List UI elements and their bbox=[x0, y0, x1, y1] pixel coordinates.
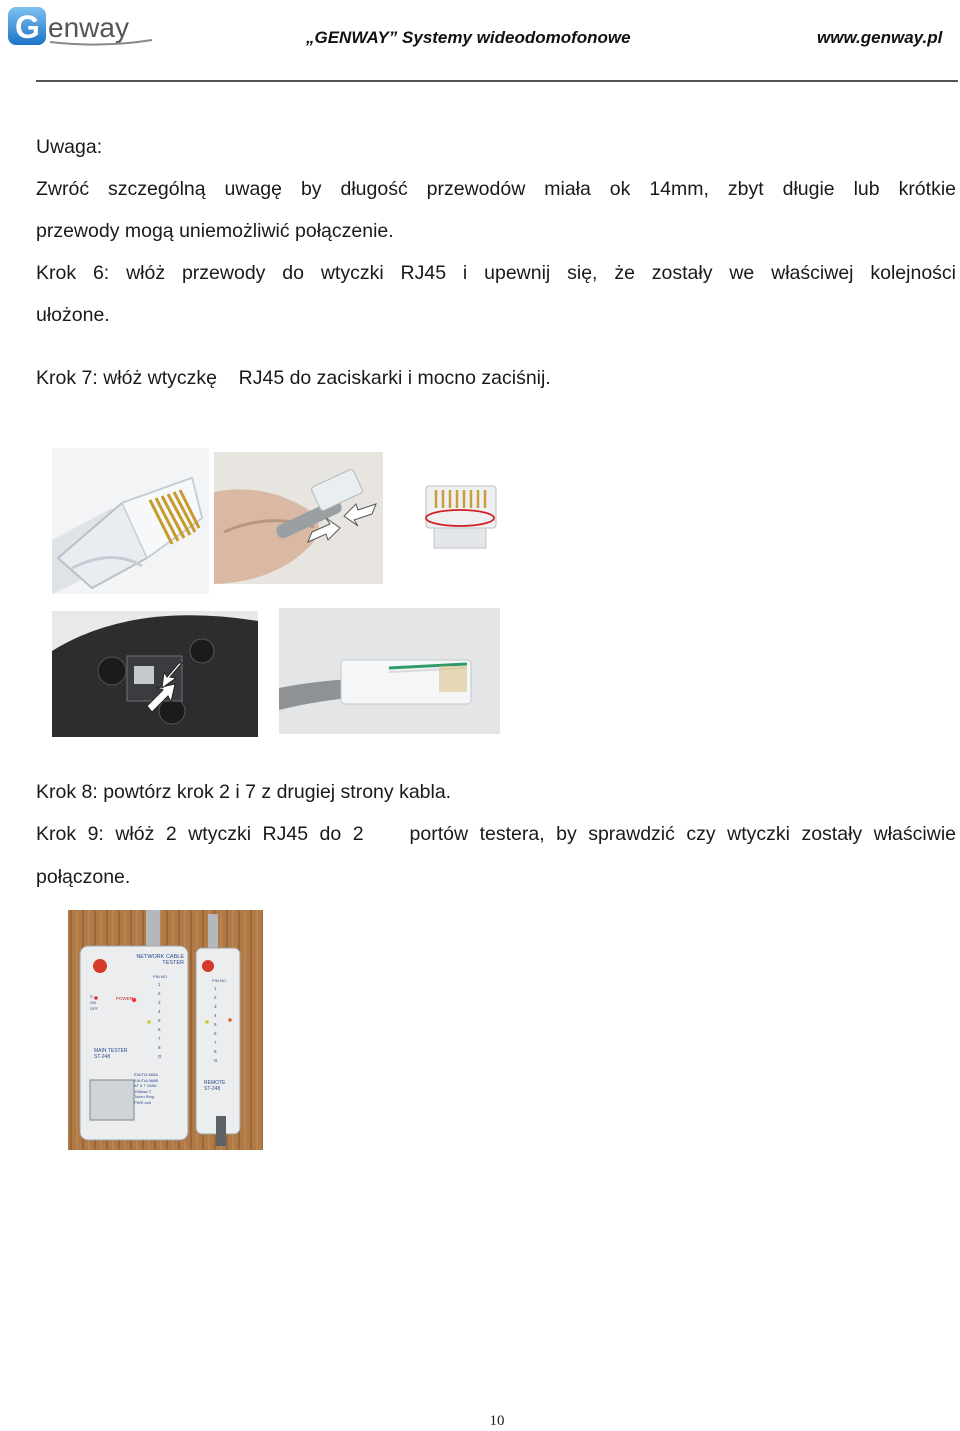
tester-power-label: POWER bbox=[116, 996, 134, 1001]
pin-label: 8 bbox=[158, 1045, 161, 1050]
crimped-cable-photo bbox=[279, 608, 500, 734]
standard-label: AT & T 258A bbox=[134, 1083, 157, 1088]
step9-line-2: połączone. bbox=[36, 866, 131, 888]
remote-pin-heading: PIN NO. bbox=[212, 978, 227, 983]
svg-text:G: G bbox=[15, 9, 40, 45]
remote-model-name: REMOTE bbox=[204, 1080, 226, 1086]
switch-label: S bbox=[90, 994, 93, 999]
pin-label: 2 bbox=[214, 995, 217, 1000]
genway-logo bbox=[6, 4, 156, 50]
step6-line-1: Krok 6: włóż przewody do wtyczki RJ45 i upewnij się, że zostały we właściwej kolejności bbox=[36, 262, 956, 284]
pin-label: 6 bbox=[158, 1027, 161, 1032]
pin-label: 5 bbox=[158, 1018, 161, 1023]
tester-model-block bbox=[94, 1048, 128, 1060]
page-number: 10 bbox=[489, 1413, 505, 1429]
tester-pin-list bbox=[158, 980, 162, 1061]
step7-text: Krok 7: włóż wtyczkę RJ45 do zaciskarki i mocno zaciśnij. bbox=[36, 367, 551, 389]
header-divider bbox=[36, 80, 958, 82]
tester-title: NETWORK CABLE TESTER bbox=[136, 954, 184, 966]
tester-model: ST-248 bbox=[94, 1054, 111, 1060]
header-title: „GENWAY” Systemy wideodomofonowe bbox=[306, 28, 631, 47]
standard-label: Token Ring bbox=[134, 1094, 155, 1099]
pin-label: 1 bbox=[158, 982, 161, 987]
step8-text: Krok 8: powtórz krok 2 i 7 z drugiej strony kabla. bbox=[36, 781, 452, 803]
rj45-plug-photo bbox=[52, 448, 209, 594]
standard-label: PWR unit bbox=[134, 1099, 151, 1105]
pin-label: 6 bbox=[214, 1031, 217, 1036]
remote-model: ST-248 bbox=[204, 1086, 221, 1092]
pin-label: 4 bbox=[214, 1013, 217, 1018]
standard-label: 10Base-T bbox=[134, 1088, 152, 1094]
pin-label: 7 bbox=[214, 1040, 217, 1045]
crimping-tool-photo bbox=[52, 611, 258, 737]
pin-label: 7 bbox=[158, 1036, 161, 1041]
note-heading: Uwaga: bbox=[36, 136, 103, 158]
standard-label: EIA/TIA 568A bbox=[134, 1072, 159, 1077]
remote-pin-list bbox=[214, 984, 218, 1065]
pin-label: 2 bbox=[158, 991, 161, 996]
pin-label: 4 bbox=[158, 1009, 161, 1014]
pin-label: 3 bbox=[214, 1004, 217, 1009]
pin-label: G bbox=[158, 1054, 162, 1059]
tester-standards bbox=[134, 1072, 158, 1105]
standard-label: EIA/TIA 568B bbox=[134, 1077, 159, 1083]
rj45-pin-order-photo bbox=[420, 482, 500, 552]
step9-line-1: Krok 9: włóż 2 wtyczki RJ45 do 2 portów testera, by sprawdzić czy wtyczki zostały właściwie bbox=[36, 823, 956, 845]
network-cable-tester-photo bbox=[68, 910, 263, 1150]
step6-line-2: ułożone. bbox=[36, 304, 110, 326]
tester-pin-heading: PIN NO. bbox=[153, 974, 168, 979]
pin-label: 3 bbox=[158, 1000, 161, 1005]
tester-model-name: MAIN TESTER bbox=[94, 1048, 128, 1054]
svg-text:enway: enway bbox=[48, 12, 129, 43]
note-line-2: przewody mogą uniemożliwić połączenie. bbox=[36, 220, 394, 242]
pin-label: G bbox=[214, 1058, 218, 1063]
remote-model-block bbox=[204, 1080, 225, 1092]
switch-label: ON bbox=[90, 1000, 96, 1005]
pin-label: 1 bbox=[214, 986, 217, 991]
pin-label: 5 bbox=[214, 1022, 217, 1027]
switch-label: OFF bbox=[90, 1006, 98, 1011]
tester-switch-labels bbox=[90, 994, 98, 1012]
pin-label: 8 bbox=[214, 1049, 217, 1054]
header-url[interactable]: www.genway.pl bbox=[817, 28, 943, 47]
hand-inserting-wires-photo bbox=[214, 452, 383, 584]
note-line-1: Zwróć szczególną uwagę by długość przewodów miała ok 14mm, zbyt długie lub krótkie bbox=[36, 178, 956, 200]
